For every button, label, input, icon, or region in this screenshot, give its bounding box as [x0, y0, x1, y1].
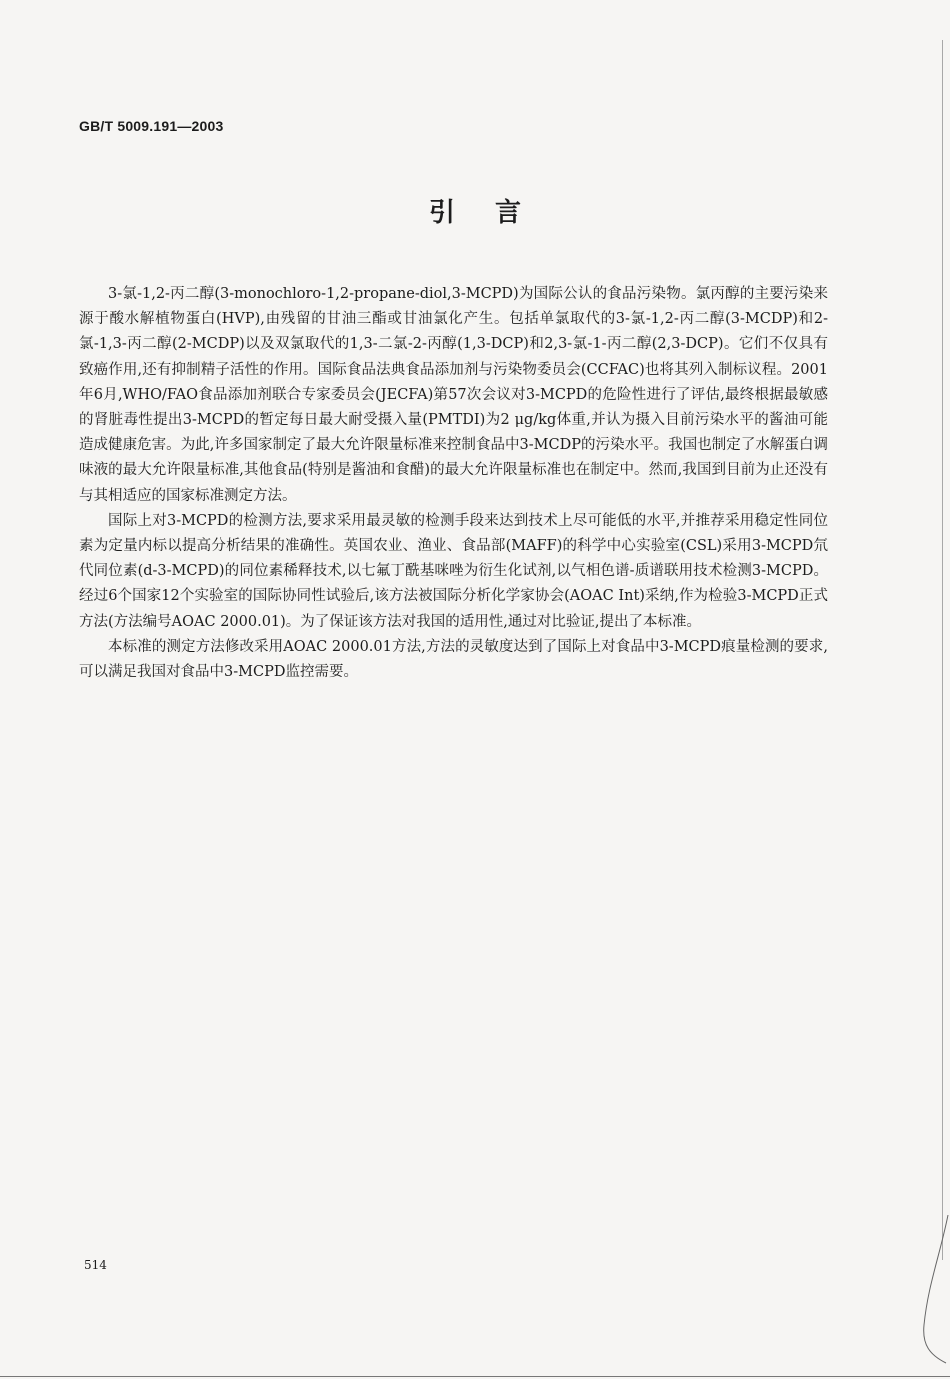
- paragraph-1: 3-氯-1,2-丙二醇(3-monochloro-1,2-propane-diol,3-MCPD)为国际公认的食品污染物。氯丙醇的主要污染来源于酸水解植物蛋白(HVP),由残留的甘油三酯或甘油氯化产生。包括单氯取代的3-氯-1,2-丙二醇(3-MCDP)和2-氯-1,3-丙二醇(2-MCDP)以及双氯取代的1,3-二氯-2-丙醇(1,3-DCP)和2,3-氯-1-丙二醇(2,3-DCP)。它们不仅具有致癌作用,还有抑制精子活性的作用。国际食品法典食品添加剂与污染物委员会(CCFAC)也将其列入制标议程。2001年6月,WHO/FAO食品添加剂联合专家委员会(JECFA)第57次会议对3-MCPD的危险性进行了评估,最终根据最敏感的肾脏毒性提出3-MCPD的暂定每日最大耐受摄入量(PMTDI)为2 μg/kg体重,并认为摄入目前污染水平的酱油可能造成健康危害。为此,许多国家制定了最大允许限量标准来控制食品中3-MCDP的污染水平。我国也制定了水解蛋白调味液的最大允许限量标准,其他食品(特别是酱油和食醋)的最大允许限量标准也在制定中。然而,我国到目前为止还没有与其相适应的国家标准测定方法。: [79, 286, 828, 504]
- paragraph-2: 国际上对3-MCPD的检测方法,要求采用最灵敏的检测手段来达到技术上尽可能低的水平,并推荐采用稳定性同位素为定量内标以提高分析结果的准确性。英国农业、渔业、食品部(MAFF)的科学中心实验室(CSL)采用3-MCPD氘代同位素(d-3-MCPD)的同位素稀释技术,以七氟丁酰基咪唑为衍生化试剂,以气相色谱-质谱联用技术检测3-MCPD。经过6个国家12个实验室的国际协同性试验后,该方法被国际分析化学家协会(AOAC Int)采纳,作为检验3-MCPD正式方法(方法编号AOAC 2000.01)。为了保证该方法对我国的适用性,通过对比验证,提出了本标准。: [79, 512, 828, 630]
- scan-edge-line: [942, 40, 943, 1260]
- page-title: 引言: [428, 198, 561, 228]
- body-text: [79, 282, 828, 685]
- page-number: 514: [84, 1258, 107, 1272]
- scan-edge-curve: [920, 1215, 950, 1365]
- paragraph-3: 本标准的测定方法修改采用AOAC 2000.01方法,方法的灵敏度达到了国际上对食品中3-MCPD痕量检测的要求,可以满足我国对食品中3-MCPD监控需要。: [79, 638, 828, 681]
- scan-bottom-edge: [0, 1376, 950, 1377]
- standard-code: GB/T 5009.191—2003: [79, 118, 224, 134]
